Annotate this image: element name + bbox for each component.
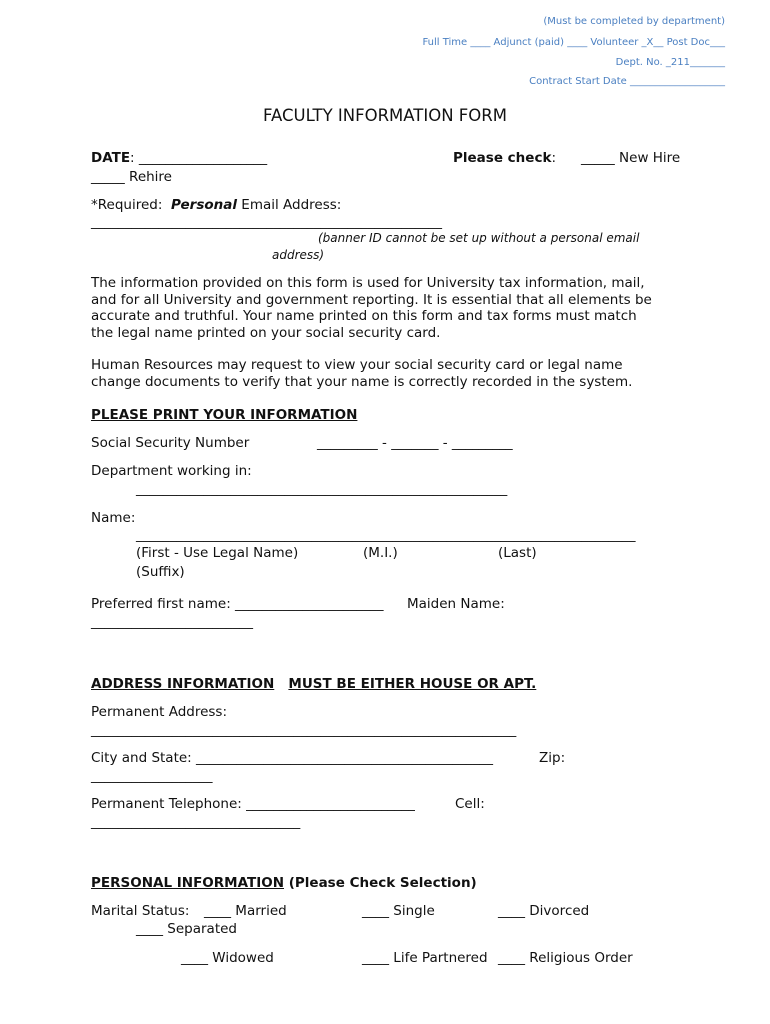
marital-married-option[interactable]: ____ Married [204,903,287,919]
marital-divorced-option[interactable]: ____ Divorced [498,903,590,919]
name-suffix-caption: (Suffix) [136,564,185,580]
intro-para1-line1: The information provided on this form is used for University tax information, mail, [91,275,645,291]
maiden-name-label: Maiden Name: [407,596,505,612]
date-blank: : ___________________ [130,150,268,166]
marital-partnered-option[interactable]: ____ Life Partnered [362,950,488,966]
rehire-checkbox[interactable]: _____ Rehire [91,169,172,185]
please-check-label: Please check: [453,150,556,166]
department-label: Department working in: [91,463,252,479]
name-label: Name: [91,510,136,526]
form-title: FACULTY INFORMATION FORM [263,106,507,125]
intro-para2-line1: Human Resources may request to view your social security card or legal name [91,357,623,373]
intro-para1-line2: and for all University and government reporting. It is essential that all elements be [91,292,652,308]
personal-info-heading: PERSONAL INFORMATION (Please Check Selection) [91,875,477,891]
intro-para2-line2: change documents to verify that your name is correctly recorded in the system. [91,374,633,390]
marital-separated-option[interactable]: ____ Separated [136,921,237,937]
marital-status-label: Marital Status: [91,903,190,919]
preferred-name-field[interactable]: Preferred first name: ______________________ [91,596,384,612]
zip-field[interactable]: __________________ [91,768,213,784]
address-heading: ADDRESS INFORMATION MUST BE EITHER HOUSE OR APT. [91,676,537,692]
intro-para1-line3: accurate and truthful. Your name printed on this form and tax forms must match [91,308,637,324]
cell-label: Cell: [455,796,485,812]
intro-para1-line4: the legal name printed on your social security card. [91,325,441,341]
telephone-field[interactable]: Permanent Telephone: _________________________ [91,796,415,812]
email-personal-emphasis: Personal [170,197,237,213]
marital-single-option[interactable]: ____ Single [362,903,435,919]
ssn-label: Social Security Number [91,435,250,451]
contract-start-line: Contract Start Date ___________________ [529,76,725,87]
email-note-line2: address) [272,248,325,262]
email-field[interactable]: ____________________________________________________ [91,214,442,230]
marital-religious-option[interactable]: ____ Religious Order [498,950,633,966]
department-field[interactable]: _______________________________________________________ [136,481,508,497]
employment-type-line: Full Time ____ Adjunct (paid) ____ Volunteer _X__ Post Doc___ [422,37,725,48]
new-hire-checkbox[interactable]: _____ New Hire [581,150,681,166]
name-last-caption: (Last) [498,545,537,561]
permanent-address-field[interactable]: _______________________________________________________________ [91,722,517,738]
zip-label: Zip: [539,750,566,766]
email-note-line1: (banner ID cannot be set up without a personal email [318,231,640,245]
permanent-address-label: Permanent Address: [91,704,228,720]
cell-field[interactable]: _______________________________ [91,814,301,830]
city-state-field[interactable]: City and State: ____________________________________________ [91,750,494,766]
dept-no-line: Dept. No. _211_______ [615,57,725,68]
maiden-name-field[interactable]: ________________________ [91,614,253,630]
marital-widowed-option[interactable]: ____ Widowed [181,950,274,966]
name-field[interactable]: __________________________________________________________________________ [136,527,636,543]
date-field[interactable] [91,150,267,166]
ssn-field[interactable]: _________ - _______ - _________ [317,435,513,451]
name-first-caption: (First - Use Legal Name) [136,545,299,561]
dept-note: (Must be completed by department) [543,16,725,27]
date-label: DATE [91,150,131,166]
print-info-heading: PLEASE PRINT YOUR INFORMATION [91,407,358,423]
email-label: *Required: Personal Email Address: [91,197,342,213]
name-mi-caption: (M.I.) [363,545,398,561]
